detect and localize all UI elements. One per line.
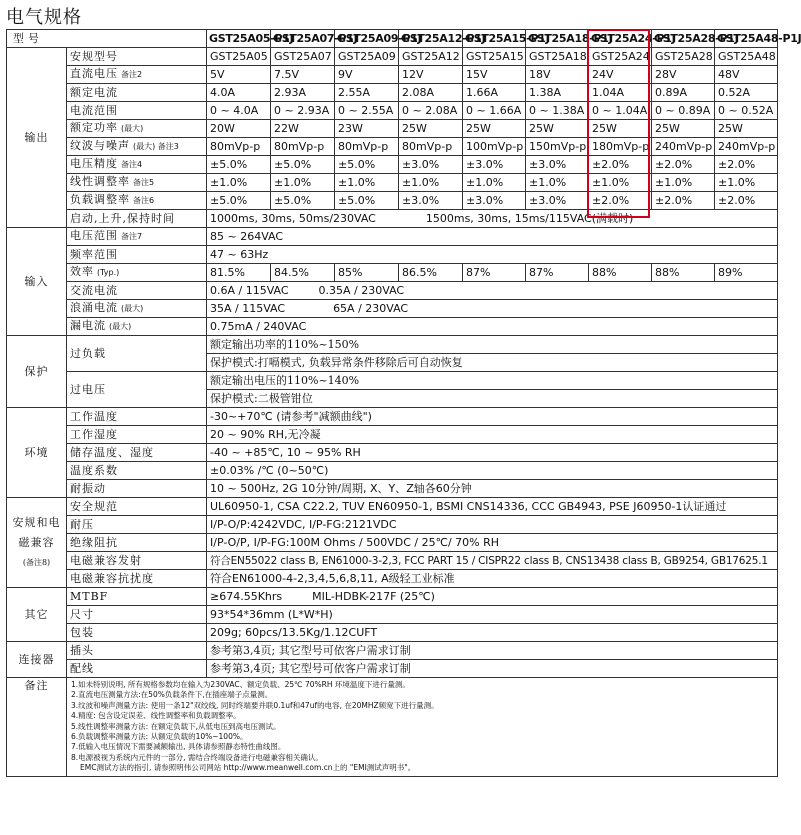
value-cell: 84.5% <box>271 264 335 282</box>
note-item: 3.纹波和噪声测量方法: 使用一条12"双绞线, 同时终端要并联0.1uf和47uf的电容, 在20MHZ频宽下进行量测。 <box>71 700 439 710</box>
param-note: 备注7 <box>121 232 143 241</box>
model-header-cell: GST25A12-P1J <box>399 30 463 48</box>
model-row <box>7 30 778 48</box>
category-notes: 备注 <box>7 678 67 777</box>
param-label-text: 漏电流 <box>70 319 106 332</box>
value-cell: GST25A05 <box>207 48 271 66</box>
value-cell: ±1.0% <box>335 174 399 192</box>
param-note: 备注4 <box>121 160 143 169</box>
value-cell: ±2.0% <box>589 156 652 174</box>
param-label-text: 电压范围 <box>70 229 118 242</box>
value-cell: 10 ~ 500Hz, 2G 10分钟/周期, X、Y、Z轴各60分钟 <box>207 480 778 498</box>
value-cell: 符合EN55022 class B, EN61000-3-2,3, FCC PART 15 / CISPR22 class B, CNS13438 class B, GB9254, GB17625.1 <box>207 552 778 570</box>
spec-table <box>6 29 801 777</box>
value-cell: ±1.0% <box>526 174 589 192</box>
note-item: 4.精度: 包含设定误差、线性调整率和负载调整率。 <box>71 711 241 721</box>
value-cell: 2.55A <box>335 84 399 102</box>
param-label-text: 浪涌电流 <box>70 301 118 314</box>
param-label: 耐压 <box>67 516 207 534</box>
note-item: EMC测试方法的指引, 请参照明伟公司网站 http://www.meanwell.com.cn上的 "EMI测试声明书"。 <box>80 763 416 773</box>
value-cell: 47 ~ 63Hz <box>207 246 778 264</box>
category-model: 型号 <box>7 30 207 48</box>
value-cell: 80mVp-p <box>399 138 463 156</box>
param-label: 耐振动 <box>67 480 207 498</box>
value-cell: ±3.0% <box>526 156 589 174</box>
value-cell: 88% <box>652 264 715 282</box>
param-label-text: 电压精度 <box>70 157 118 170</box>
value-cell: ±2.0% <box>652 156 715 174</box>
table-row <box>7 66 778 84</box>
value-cell: GST25A07 <box>271 48 335 66</box>
value-cell: ±0.03% /℃ (0~50℃) <box>207 462 778 480</box>
note-item: 7.低输入电压情况下需要减额输出, 具体请参照静态特性曲线图。 <box>71 742 286 752</box>
value-cell: ±1.0% <box>207 174 271 192</box>
value-cell: 0 ~ 0.52A <box>715 102 778 120</box>
value-cell: 18V <box>526 66 589 84</box>
value-cell: 85 ~ 264VAC <box>207 228 778 246</box>
param-label: 温度系数 <box>67 462 207 480</box>
value-cell: 88% <box>589 264 652 282</box>
value-primary: 0.6A / 115VAC <box>210 283 289 297</box>
value-cell: -40 ~ +85℃, 10 ~ 95% RH <box>207 444 778 462</box>
category-input: 输入 <box>7 228 67 336</box>
table-row <box>7 336 778 354</box>
value-cell: 15V <box>463 66 526 84</box>
value-cell: 81.5% <box>207 264 271 282</box>
category-protection: 保护 <box>7 336 67 408</box>
param-label-text: 纹波与噪声 <box>70 139 130 152</box>
note-item: 5.线性调整率测量方法: 在额定负载下,从低电压到高电压测试。 <box>71 721 281 731</box>
table-row <box>7 138 778 156</box>
value-cell: GST25A24 <box>589 48 652 66</box>
value-cell: UL60950-1, CSA C22.2, TUV EN60950-1, BSMI CNS14336, CCC GB4943, PSE J60950-1认证通过 <box>207 498 778 516</box>
table-row <box>7 174 778 192</box>
value-cell: 85% <box>335 264 399 282</box>
value-cell: GST25A12 <box>399 48 463 66</box>
value-cell: 保护模式:打嗝模式, 负载异常条件移除后可自动恢复 <box>207 354 778 372</box>
value-cell: -30~+70℃ (请参考"减额曲线") <box>207 408 778 426</box>
model-header-cell: GST25A24-P1J <box>589 30 652 48</box>
param-label-text: 启动,上升,保持时间 <box>70 211 175 225</box>
param-note: (最大) <box>121 304 144 313</box>
value-cell: 22W <box>271 120 335 138</box>
value-cell: 0 ~ 1.38A <box>526 102 589 120</box>
value-cell: 23W <box>335 120 399 138</box>
value-cell: 20 ~ 90% RH,无冷凝 <box>207 426 778 444</box>
value-cell: 12V <box>399 66 463 84</box>
model-header-cell: GST25A05-P1J <box>207 30 271 48</box>
param-label <box>67 282 207 300</box>
value-cell: I/P-O/P:4242VDC, I/P-FG:2121VDC <box>207 516 778 534</box>
model-header-cell: GST25A15-P1J <box>463 30 526 48</box>
category-others: 其它 <box>7 588 67 642</box>
value-primary: 1000ms, 30ms, 50ms/230VAC <box>210 211 376 225</box>
category-output: 输出 <box>7 48 67 228</box>
value-cell: 80mVp-p <box>271 138 335 156</box>
table-row <box>7 192 778 210</box>
table-row <box>7 228 778 246</box>
value-cell: 参考第3,4页; 其它型号可依客户需求订制 <box>207 660 778 678</box>
value-secondary: 0.35A / 230VAC <box>318 283 405 297</box>
table-row <box>7 102 778 120</box>
value-cell: ±5.0% <box>207 156 271 174</box>
note-item: 2.直流电压测量方法:在50%负载条件下,在插座端子点量测。 <box>71 690 273 700</box>
value-cell: ±5.0% <box>271 156 335 174</box>
table-row <box>7 408 778 426</box>
value-cell: 1.38A <box>526 84 589 102</box>
param-label <box>67 120 207 138</box>
value-cell: 9V <box>335 66 399 84</box>
notes-list <box>67 678 778 777</box>
value-cell: 93*54*36mm (L*W*H) <box>207 606 778 624</box>
value-cell: ±3.0% <box>399 156 463 174</box>
value-cell: ±1.0% <box>589 174 652 192</box>
table-row <box>7 246 778 264</box>
param-note: 备注6 <box>133 196 155 205</box>
table-row <box>7 498 778 516</box>
value-cell: 100mVp-p <box>463 138 526 156</box>
table-row <box>7 282 778 300</box>
value-cell: 额定输出功率的110%~150% <box>207 336 778 354</box>
table-row <box>7 462 778 480</box>
value-cell: 240mVp-p <box>652 138 715 156</box>
value-cell: I/P-O/P, I/P-FG:100M Ohms / 500VDC / 25℃/ 70% RH <box>207 534 778 552</box>
value-cell: 87% <box>526 264 589 282</box>
value-cell: 180mVp-p <box>589 138 652 156</box>
value-cell: 0 ~ 4.0A <box>207 102 271 120</box>
value-cell <box>207 588 778 606</box>
document-title: 电气规格 <box>6 7 82 28</box>
param-note: (Typ.) <box>97 268 120 277</box>
param-label: 工作湿度 <box>67 426 207 444</box>
value-cell: GST25A18 <box>526 48 589 66</box>
value-cell: 86.5% <box>399 264 463 282</box>
value-cell: ±3.0% <box>399 192 463 210</box>
table-row <box>7 210 778 228</box>
value-cell: 80mVp-p <box>335 138 399 156</box>
param-label: 安全规范 <box>67 498 207 516</box>
value-cell: 0.52A <box>715 84 778 102</box>
table-row <box>7 84 778 102</box>
model-header-cell: GST25A28-P1J <box>652 30 715 48</box>
value-cell: ±1.0% <box>652 174 715 192</box>
value-cell: ±1.0% <box>463 174 526 192</box>
value-secondary: 65A / 230VAC <box>333 301 409 315</box>
param-label <box>67 156 207 174</box>
note-item: 6.负载调整率测量方法: 从额定负载的10%~100%。 <box>71 732 248 742</box>
table-row <box>7 372 778 390</box>
table-row <box>7 624 778 642</box>
param-note: 备注5 <box>133 178 155 187</box>
value-cell: ±2.0% <box>589 192 652 210</box>
value-cell: 0 ~ 2.93A <box>271 102 335 120</box>
value-cell: 28V <box>652 66 715 84</box>
value-cell: 25W <box>715 120 778 138</box>
table-row <box>7 120 778 138</box>
table-row <box>7 480 778 498</box>
category-environment: 环境 <box>7 408 67 498</box>
param-label-text: 直流电压 <box>70 67 118 80</box>
value-cell: 20W <box>207 120 271 138</box>
param-label-text: 交流电流 <box>70 283 118 297</box>
value-cell: 25W <box>589 120 652 138</box>
param-label: 配线 <box>67 660 207 678</box>
param-label <box>67 228 207 246</box>
value-cell: ±3.0% <box>526 192 589 210</box>
value-cell: ±3.0% <box>463 156 526 174</box>
category-safety <box>7 498 67 588</box>
param-label <box>67 246 207 264</box>
table-row <box>7 444 778 462</box>
param-label <box>67 138 207 156</box>
value-cell: ±1.0% <box>715 174 778 192</box>
param-label: 插头 <box>67 642 207 660</box>
param-label: 尺寸 <box>67 606 207 624</box>
param-label-text: 电流范围 <box>70 103 118 117</box>
param-label <box>67 174 207 192</box>
value-cell: ±1.0% <box>399 174 463 192</box>
table-row <box>7 300 778 318</box>
param-label <box>67 102 207 120</box>
param-note: 备注2 <box>121 70 143 79</box>
param-label-text: 线性调整率 <box>70 175 130 188</box>
value-cell: 25W <box>526 120 589 138</box>
value-cell: GST25A15 <box>463 48 526 66</box>
value-cell: 2.93A <box>271 84 335 102</box>
value-secondary: MIL-HDBK-217F (25℃) <box>312 589 435 603</box>
value-cell: 0 ~ 2.55A <box>335 102 399 120</box>
value-cell: 参考第3,4页; 其它型号可依客户需求订制 <box>207 642 778 660</box>
model-header-cell: GST25A18-P1J <box>526 30 589 48</box>
value-cell: 48V <box>715 66 778 84</box>
param-note: (最大) <box>121 124 144 133</box>
value-cell: ±3.0% <box>463 192 526 210</box>
value-cell: ±5.0% <box>271 192 335 210</box>
param-label-text: 安规型号 <box>70 49 118 63</box>
value-secondary: 1500ms, 30ms, 15ms/115VAC(满载时) <box>425 211 634 225</box>
category-safety-text: 安规和电磁兼容 <box>12 515 61 549</box>
param-note: (最大) <box>109 322 132 331</box>
param-label-text: 效率 <box>70 265 94 278</box>
value-cell: 209g; 60pcs/13.5Kg/1.12CUFT <box>207 624 778 642</box>
value-cell: 87% <box>463 264 526 282</box>
param-label: 电磁兼容抗扰度 <box>67 570 207 588</box>
value-cell: 符合EN61000-4-2,3,4,5,6,8,11, A级轻工业标准 <box>207 570 778 588</box>
note-item: 8.电源被视为系统内元件的一部分, 需结合终端设备进行电磁兼容相关确认。 <box>71 752 323 762</box>
param-label: 包装 <box>67 624 207 642</box>
value-cell: ±2.0% <box>652 192 715 210</box>
table-row <box>7 570 778 588</box>
table-row <box>7 534 778 552</box>
param-label: 绝缘阻抗 <box>67 534 207 552</box>
value-cell: 2.08A <box>399 84 463 102</box>
param-label <box>67 318 207 336</box>
table-row <box>7 264 778 282</box>
value-cell <box>207 282 778 300</box>
value-cell: 80mVp-p <box>207 138 271 156</box>
value-cell: 89% <box>715 264 778 282</box>
table-row <box>7 516 778 534</box>
value-cell: ±5.0% <box>335 192 399 210</box>
table-row <box>7 552 778 570</box>
value-cell: 0 ~ 0.89A <box>652 102 715 120</box>
value-cell: ±1.0% <box>271 174 335 192</box>
value-cell: GST25A09 <box>335 48 399 66</box>
value-cell: 1.66A <box>463 84 526 102</box>
model-header-cell: GST25A48-P1J <box>715 30 778 48</box>
value-cell: ±5.0% <box>335 156 399 174</box>
param-label: 过电压 <box>67 372 207 408</box>
value-cell: 7.5V <box>271 66 335 84</box>
value-cell: 1.04A <box>589 84 652 102</box>
value-cell: ±2.0% <box>715 156 778 174</box>
category-safety-note: (备注8) <box>22 557 51 567</box>
value-cell: 24V <box>589 66 652 84</box>
value-cell: 0.89A <box>652 84 715 102</box>
value-cell: 0 ~ 2.08A <box>399 102 463 120</box>
param-label <box>67 66 207 84</box>
category-connector: 连接器 <box>7 642 67 678</box>
note-item: 1.如未特别说明, 所有规格参数均在输入为230VAC、额定负载、25℃ 70%RH 环境温度下进行量测。 <box>71 680 410 689</box>
param-label: 储存温度、湿度 <box>67 444 207 462</box>
table-row <box>7 606 778 624</box>
table-row <box>7 156 778 174</box>
value-cell: 0 ~ 1.04A <box>589 102 652 120</box>
param-label: 过负载 <box>67 336 207 372</box>
value-primary: ≥674.55Khrs <box>210 589 283 603</box>
model-header-cell: GST25A09-P1J <box>335 30 399 48</box>
value-cell: 0 ~ 1.66A <box>463 102 526 120</box>
param-label: MTBF <box>67 588 207 606</box>
startup-value <box>207 210 778 228</box>
value-cell: 25W <box>652 120 715 138</box>
table-row <box>7 588 778 606</box>
value-cell: 25W <box>399 120 463 138</box>
param-note: (最大) 备注3 <box>133 142 179 151</box>
value-cell: GST25A28 <box>652 48 715 66</box>
value-cell: 5V <box>207 66 271 84</box>
param-label-text: 频率范围 <box>70 247 118 261</box>
value-cell <box>207 300 778 318</box>
value-cell: 150mVp-p <box>526 138 589 156</box>
param-label <box>67 84 207 102</box>
value-primary: 35A / 115VAC <box>210 301 286 315</box>
value-cell: 25W <box>463 120 526 138</box>
table-row <box>7 426 778 444</box>
table-row <box>7 318 778 336</box>
param-label <box>67 264 207 282</box>
table-row <box>7 48 778 66</box>
value-cell: GST25A48 <box>715 48 778 66</box>
param-label <box>67 210 207 228</box>
param-label: 工作温度 <box>67 408 207 426</box>
param-label: 电磁兼容发射 <box>67 552 207 570</box>
value-cell: 4.0A <box>207 84 271 102</box>
model-header-cell: GST25A07-P1J <box>271 30 335 48</box>
param-label <box>67 192 207 210</box>
value-cell: 保护模式:二极管钳位 <box>207 390 778 408</box>
value-cell: 额定输出电压的110%~140% <box>207 372 778 390</box>
param-label-text: 额定电流 <box>70 85 118 99</box>
table-row <box>7 678 778 777</box>
table-row <box>7 642 778 660</box>
value-cell: 0.75mA / 240VAC <box>207 318 778 336</box>
param-label-text: 额定功率 <box>70 121 118 134</box>
value-cell: ±2.0% <box>715 192 778 210</box>
param-label-text: 负载调整率 <box>70 193 130 206</box>
param-label <box>67 48 207 66</box>
value-cell: ±5.0% <box>207 192 271 210</box>
value-cell: 240mVp-p <box>715 138 778 156</box>
table-row <box>7 660 778 678</box>
param-label <box>67 300 207 318</box>
